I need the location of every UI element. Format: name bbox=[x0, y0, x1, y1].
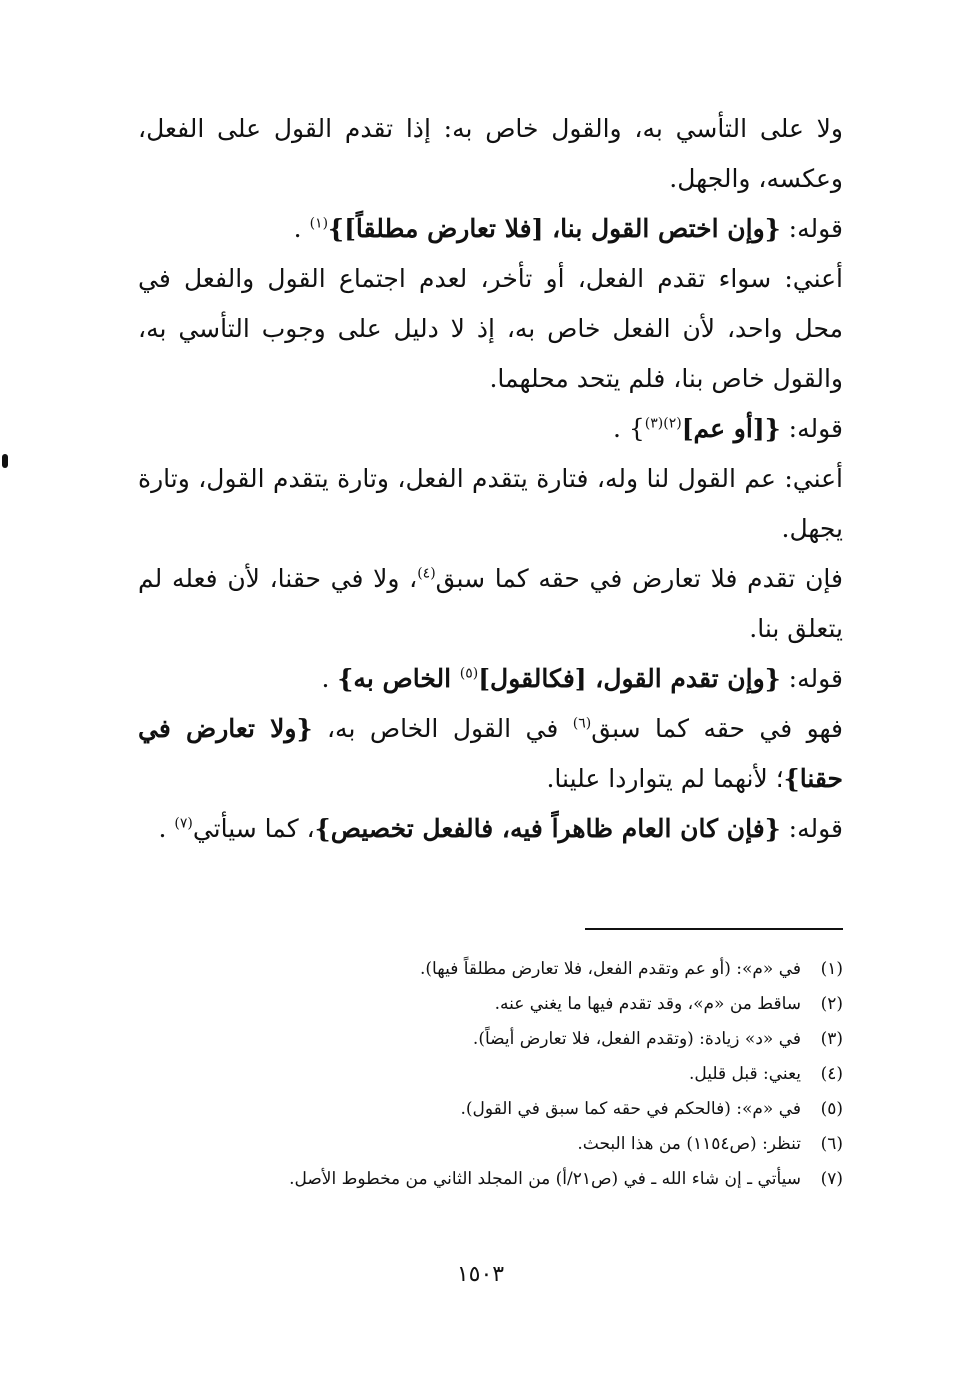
footnote-ref-7: (٧) bbox=[174, 815, 193, 832]
qawl-lead: قوله: bbox=[780, 214, 843, 243]
quoted-matn-2: الخاص به} bbox=[337, 664, 460, 693]
paragraph-9-tail: . bbox=[158, 814, 175, 843]
paragraph-5-text: أعني: عم القول لنا وله، فتارة يتقدم الفعل، وتارة يتقدم القول، وتارة يجهل. bbox=[138, 464, 843, 543]
footnote-text: في «م»: (فالحكم في حقه كما سبق في القول). bbox=[460, 1099, 801, 1119]
footnote-ref-1: (١) bbox=[309, 215, 329, 232]
main-text bbox=[138, 104, 843, 854]
footnote-text: يعني: قبل قليل. bbox=[688, 1064, 801, 1084]
footnote-4 bbox=[138, 1057, 843, 1092]
qawl-lead: قوله: bbox=[780, 664, 843, 693]
paragraph-9 bbox=[138, 804, 843, 854]
paragraph-4 bbox=[138, 404, 843, 454]
qawl-lead: قوله: bbox=[780, 814, 843, 843]
quoted-matn-1: {وإن تقدم القول، [فكالقول] bbox=[478, 664, 781, 693]
paragraph-1 bbox=[138, 104, 843, 204]
qawl-lead: قوله: bbox=[780, 414, 843, 443]
footnote-ref-6: (٦) bbox=[572, 715, 592, 732]
paragraph-4-tail: } . bbox=[612, 414, 645, 443]
paragraph-8 bbox=[138, 704, 843, 804]
footnotes bbox=[138, 952, 843, 1197]
footnote-1 bbox=[138, 952, 843, 987]
paragraph-6-text-1: فإن تقدم فلا تعارض في حقه كما سبق bbox=[435, 564, 844, 593]
paragraph-7 bbox=[138, 654, 843, 704]
quoted-matn: {وإن اختص القول بنا، [فلا تعارض مطلقاً]} bbox=[328, 214, 781, 243]
paragraph-6-text-2: ، ولا في حقنا، لأن فعله لم يتعلق بنا. bbox=[138, 564, 843, 643]
footnote-6 bbox=[138, 1127, 843, 1162]
footnote-ref-4: (٤) bbox=[417, 565, 436, 582]
paragraph-7-tail: . bbox=[321, 664, 338, 693]
margin-mark bbox=[2, 454, 8, 468]
paragraph-1-text: ولا على التأسي به، والقول خاص به: إذا تقدم القول على الفعل، وعكسه، والجهل. bbox=[138, 114, 843, 193]
paragraph-2 bbox=[138, 204, 843, 254]
footnote-ref-2: (٢) bbox=[663, 415, 682, 432]
paragraph-8-text-1: فهو في حقه كما سبق bbox=[591, 714, 843, 743]
paragraph-2-tail: . bbox=[293, 214, 310, 243]
quoted-matn: {ولا تعارض في حقنا} bbox=[138, 714, 843, 793]
footnote-number: (٢) bbox=[820, 994, 843, 1014]
footnote-number: (٣) bbox=[820, 1029, 843, 1049]
footnote-text: سيأتي ـ إن شاء الله ـ في (ص٢١/أ) من المجلد الثاني من مخطوط الأصل. bbox=[289, 1169, 801, 1189]
footnote-number: (١) bbox=[820, 959, 843, 979]
footnote-divider bbox=[585, 928, 843, 930]
paragraph-9-text: ، كما سيأتي bbox=[192, 814, 315, 843]
page-number: ١٥٠٣ bbox=[456, 1262, 505, 1287]
footnote-number: (٦) bbox=[820, 1134, 843, 1154]
paragraph-3-text: أعني: سواء تقدم الفعل، أو تأخر، لعدم اجتماع القول والفعل في محل واحد، لأن الفعل خاص به، إذ لا دليل على وجوب التأسي به، والقول خاص بنا، فلم يتحد محلهما. bbox=[138, 264, 843, 393]
footnote-7 bbox=[138, 1162, 843, 1197]
footnote-number: (٧) bbox=[820, 1169, 843, 1189]
paragraph-5 bbox=[138, 454, 843, 554]
footnote-5 bbox=[138, 1092, 843, 1127]
footnote-number: (٤) bbox=[820, 1064, 843, 1084]
footnote-number: (٥) bbox=[820, 1099, 843, 1119]
paragraph-3 bbox=[138, 254, 843, 404]
quoted-matn: {فإن كان العام ظاهراً فيه، فالفعل تخصيص} bbox=[314, 814, 781, 843]
footnote-3 bbox=[138, 1022, 843, 1057]
quoted-matn: {[أو عم] bbox=[681, 414, 781, 443]
paragraph-8-text-3: ؛ لأنهما لم يتواردا علينا. bbox=[546, 764, 784, 793]
footnote-text: في «م»: (أو عم وتقدم الفعل، فلا تعارض مطلقاً فيها). bbox=[420, 959, 801, 979]
footnote-text: ساقط من «م»، وقد تقدم فيها ما يغني عنه. bbox=[494, 994, 801, 1014]
footnote-text: في «د» زيادة: (وتقدم الفعل، فلا تعارض أيضاً). bbox=[472, 1029, 801, 1049]
paragraph-8-text-2: في القول الخاص به، bbox=[312, 714, 573, 743]
footnote-ref-5: (٥) bbox=[459, 665, 479, 682]
footnote-ref-3: (٣) bbox=[644, 415, 664, 432]
paragraph-6 bbox=[138, 554, 843, 654]
footnote-text: تنظر: (ص١١٥٤) من هذا البحث. bbox=[577, 1134, 801, 1154]
footnote-2 bbox=[138, 987, 843, 1022]
